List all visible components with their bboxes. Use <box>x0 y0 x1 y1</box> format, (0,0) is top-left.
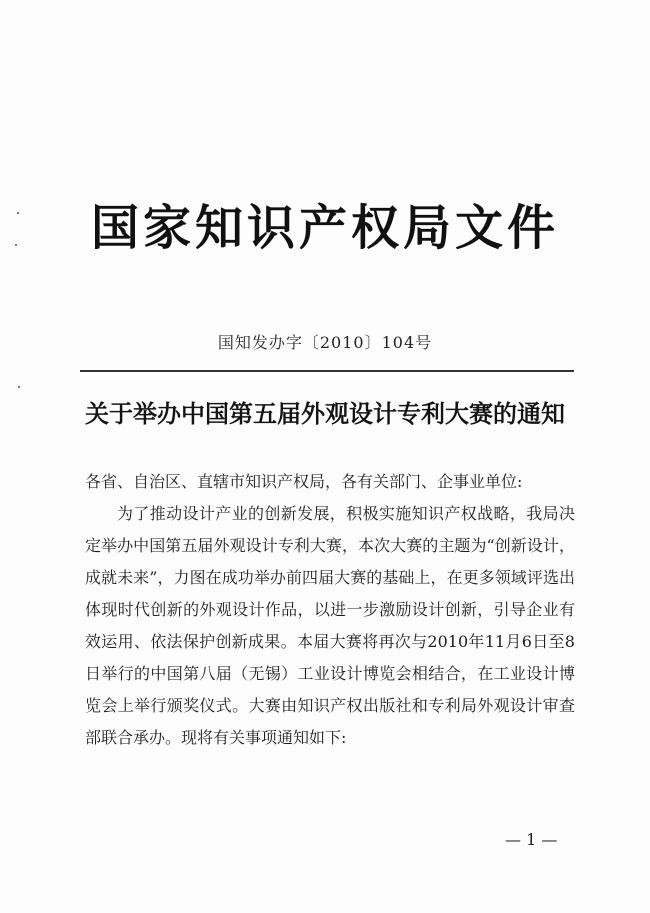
page-number: — 1 — <box>505 830 558 849</box>
notice-title: 关于举办中国第五届外观设计专利大赛的通知 <box>85 399 565 428</box>
body-paragraph: 为了推动设计产业的创新发展，积极实施知识产权战略，我局决定举办中国第五届外观设计专利大赛，本次大赛的主题为“创新设计，成就未来”，力图在成功举办前四届大赛的基础上，在更多领域评选出体现时代创新的外观设计作品，以进一步激励设计创新，引导企业有效运用、依法保护创新成果。本届大赛将再次与2010年11月6日至8日举行的中国第八届（无锡）工业设计博览会相结合，在工业设计博览会上举行颁奖仪式。大赛由知识产权出版社和专利局外观设计审查部联合承办。现将有关事项通知如下: <box>85 504 575 747</box>
document-header-title: 国家知识产权局文件 <box>90 200 559 256</box>
header-divider <box>80 370 574 372</box>
notice-body <box>85 466 575 754</box>
document-number: 国知发办字〔2010〕104号 <box>217 333 433 352</box>
salutation: 各省、自治区、直辖市知识产权局，各有关部门、企事业单位: <box>85 472 523 491</box>
scan-speck <box>18 386 20 388</box>
